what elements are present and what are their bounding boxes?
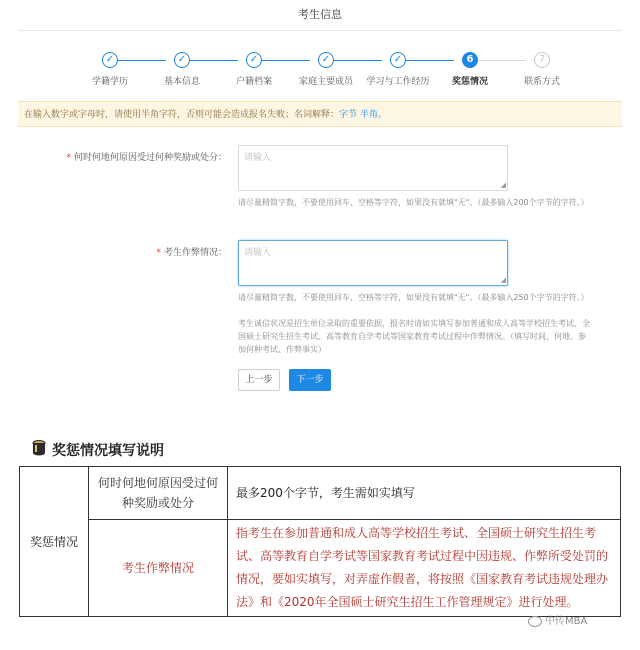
item-cell: 何时何地何原因受过何种奖励或处分 bbox=[89, 467, 228, 520]
watermark bbox=[528, 612, 587, 627]
check-icon: ✓ bbox=[102, 52, 118, 68]
check-icon: ✓ bbox=[246, 52, 262, 68]
step-number: 6 bbox=[462, 52, 478, 68]
resize-handle-icon[interactable]: ◢ bbox=[500, 181, 506, 189]
step-label: 户籍档案 bbox=[235, 77, 272, 87]
explanation-table bbox=[19, 466, 621, 617]
step-number: 7 bbox=[534, 52, 550, 68]
watermark-text: 中传MBA bbox=[545, 616, 588, 627]
prev-step-button[interactable]: 上一步 bbox=[238, 369, 280, 391]
wechat-icon bbox=[528, 616, 542, 627]
page-title: 考生信息 bbox=[298, 8, 342, 21]
step-label: 学习与工作经历 bbox=[366, 77, 430, 87]
step-label: 家庭主要成员 bbox=[298, 77, 353, 87]
desc-cell: 最多200个字节，考生需如实填写 bbox=[228, 467, 621, 520]
glossary-link[interactable]: 字节 半角。 bbox=[339, 110, 387, 120]
label-text: 考生作弊情况： bbox=[163, 248, 227, 258]
category-cell: 奖惩情况 bbox=[20, 467, 89, 617]
field-hint: 请尽量精简字数，不要使用回车、空格等字符，如果没有就填"无"。（最多输入250个字节的字符。） bbox=[238, 293, 589, 302]
progress-steps bbox=[70, 52, 590, 92]
step-label: 学籍学历 bbox=[91, 77, 128, 87]
label-text: 何时何地何原因受过何种奖励或处分： bbox=[73, 153, 227, 163]
step-label: 基本信息 bbox=[163, 77, 200, 87]
document-scroll-icon bbox=[32, 440, 46, 456]
placeholder: 请输入 bbox=[244, 248, 272, 258]
step-label: 联系方式 bbox=[523, 77, 560, 87]
section-title: 奖惩情况填写说明 bbox=[52, 443, 164, 459]
title-divider bbox=[18, 30, 622, 31]
notice-text: 在输入数字或字母时，请使用半角字符，否则可能会造成报名失败；名词解释： bbox=[24, 110, 340, 120]
cheating-record-input[interactable] bbox=[238, 240, 508, 286]
check-icon: ✓ bbox=[390, 52, 406, 68]
resize-handle-icon[interactable]: ◢ bbox=[500, 276, 506, 284]
field-label-cheating bbox=[12, 245, 227, 258]
placeholder: 请输入 bbox=[244, 153, 272, 163]
field-hint: 请尽量精简字数，不要使用回车、空格等字符，如果没有就填"无"。（最多输入200个字节的字符。） bbox=[238, 198, 589, 207]
field-label-rewards bbox=[12, 150, 227, 163]
item-cell: 考生作弊情况 bbox=[89, 520, 228, 617]
required-mark: * bbox=[156, 248, 161, 258]
table-row bbox=[20, 467, 621, 520]
step-7[interactable] bbox=[497, 52, 587, 87]
rewards-punishment-input[interactable] bbox=[238, 145, 508, 191]
next-step-button[interactable]: 下一步 bbox=[289, 369, 331, 391]
check-icon: ✓ bbox=[174, 52, 190, 68]
integrity-note: 考生诚信状况是招生单位录取的重要依据，报名时请如实填写参加普通和成人高等学校招生考试、全国硕士研究生招生考试、高等教育自学考试等国家教育考试过程中作弊情况。（填写时间、何地、参加何种考试、作弊事实） bbox=[238, 319, 590, 354]
required-mark: * bbox=[66, 153, 71, 163]
input-notice bbox=[18, 101, 622, 127]
table-row bbox=[20, 520, 621, 617]
step-label: 奖惩情况 bbox=[451, 77, 488, 87]
check-icon: ✓ bbox=[318, 52, 334, 68]
desc-cell: 指考生在参加普通和成人高等学校招生考试、全国硕士研究生招生考试、高等教育自学考试等国家教育考试过程中因违规、作弊所受处罚的情况，要如实填写，对弄虚作假者，将按照《国家教育考试违规处理办法》和《2020年全国硕士研究生招生工作管理规定》进行处理。 bbox=[228, 520, 621, 617]
